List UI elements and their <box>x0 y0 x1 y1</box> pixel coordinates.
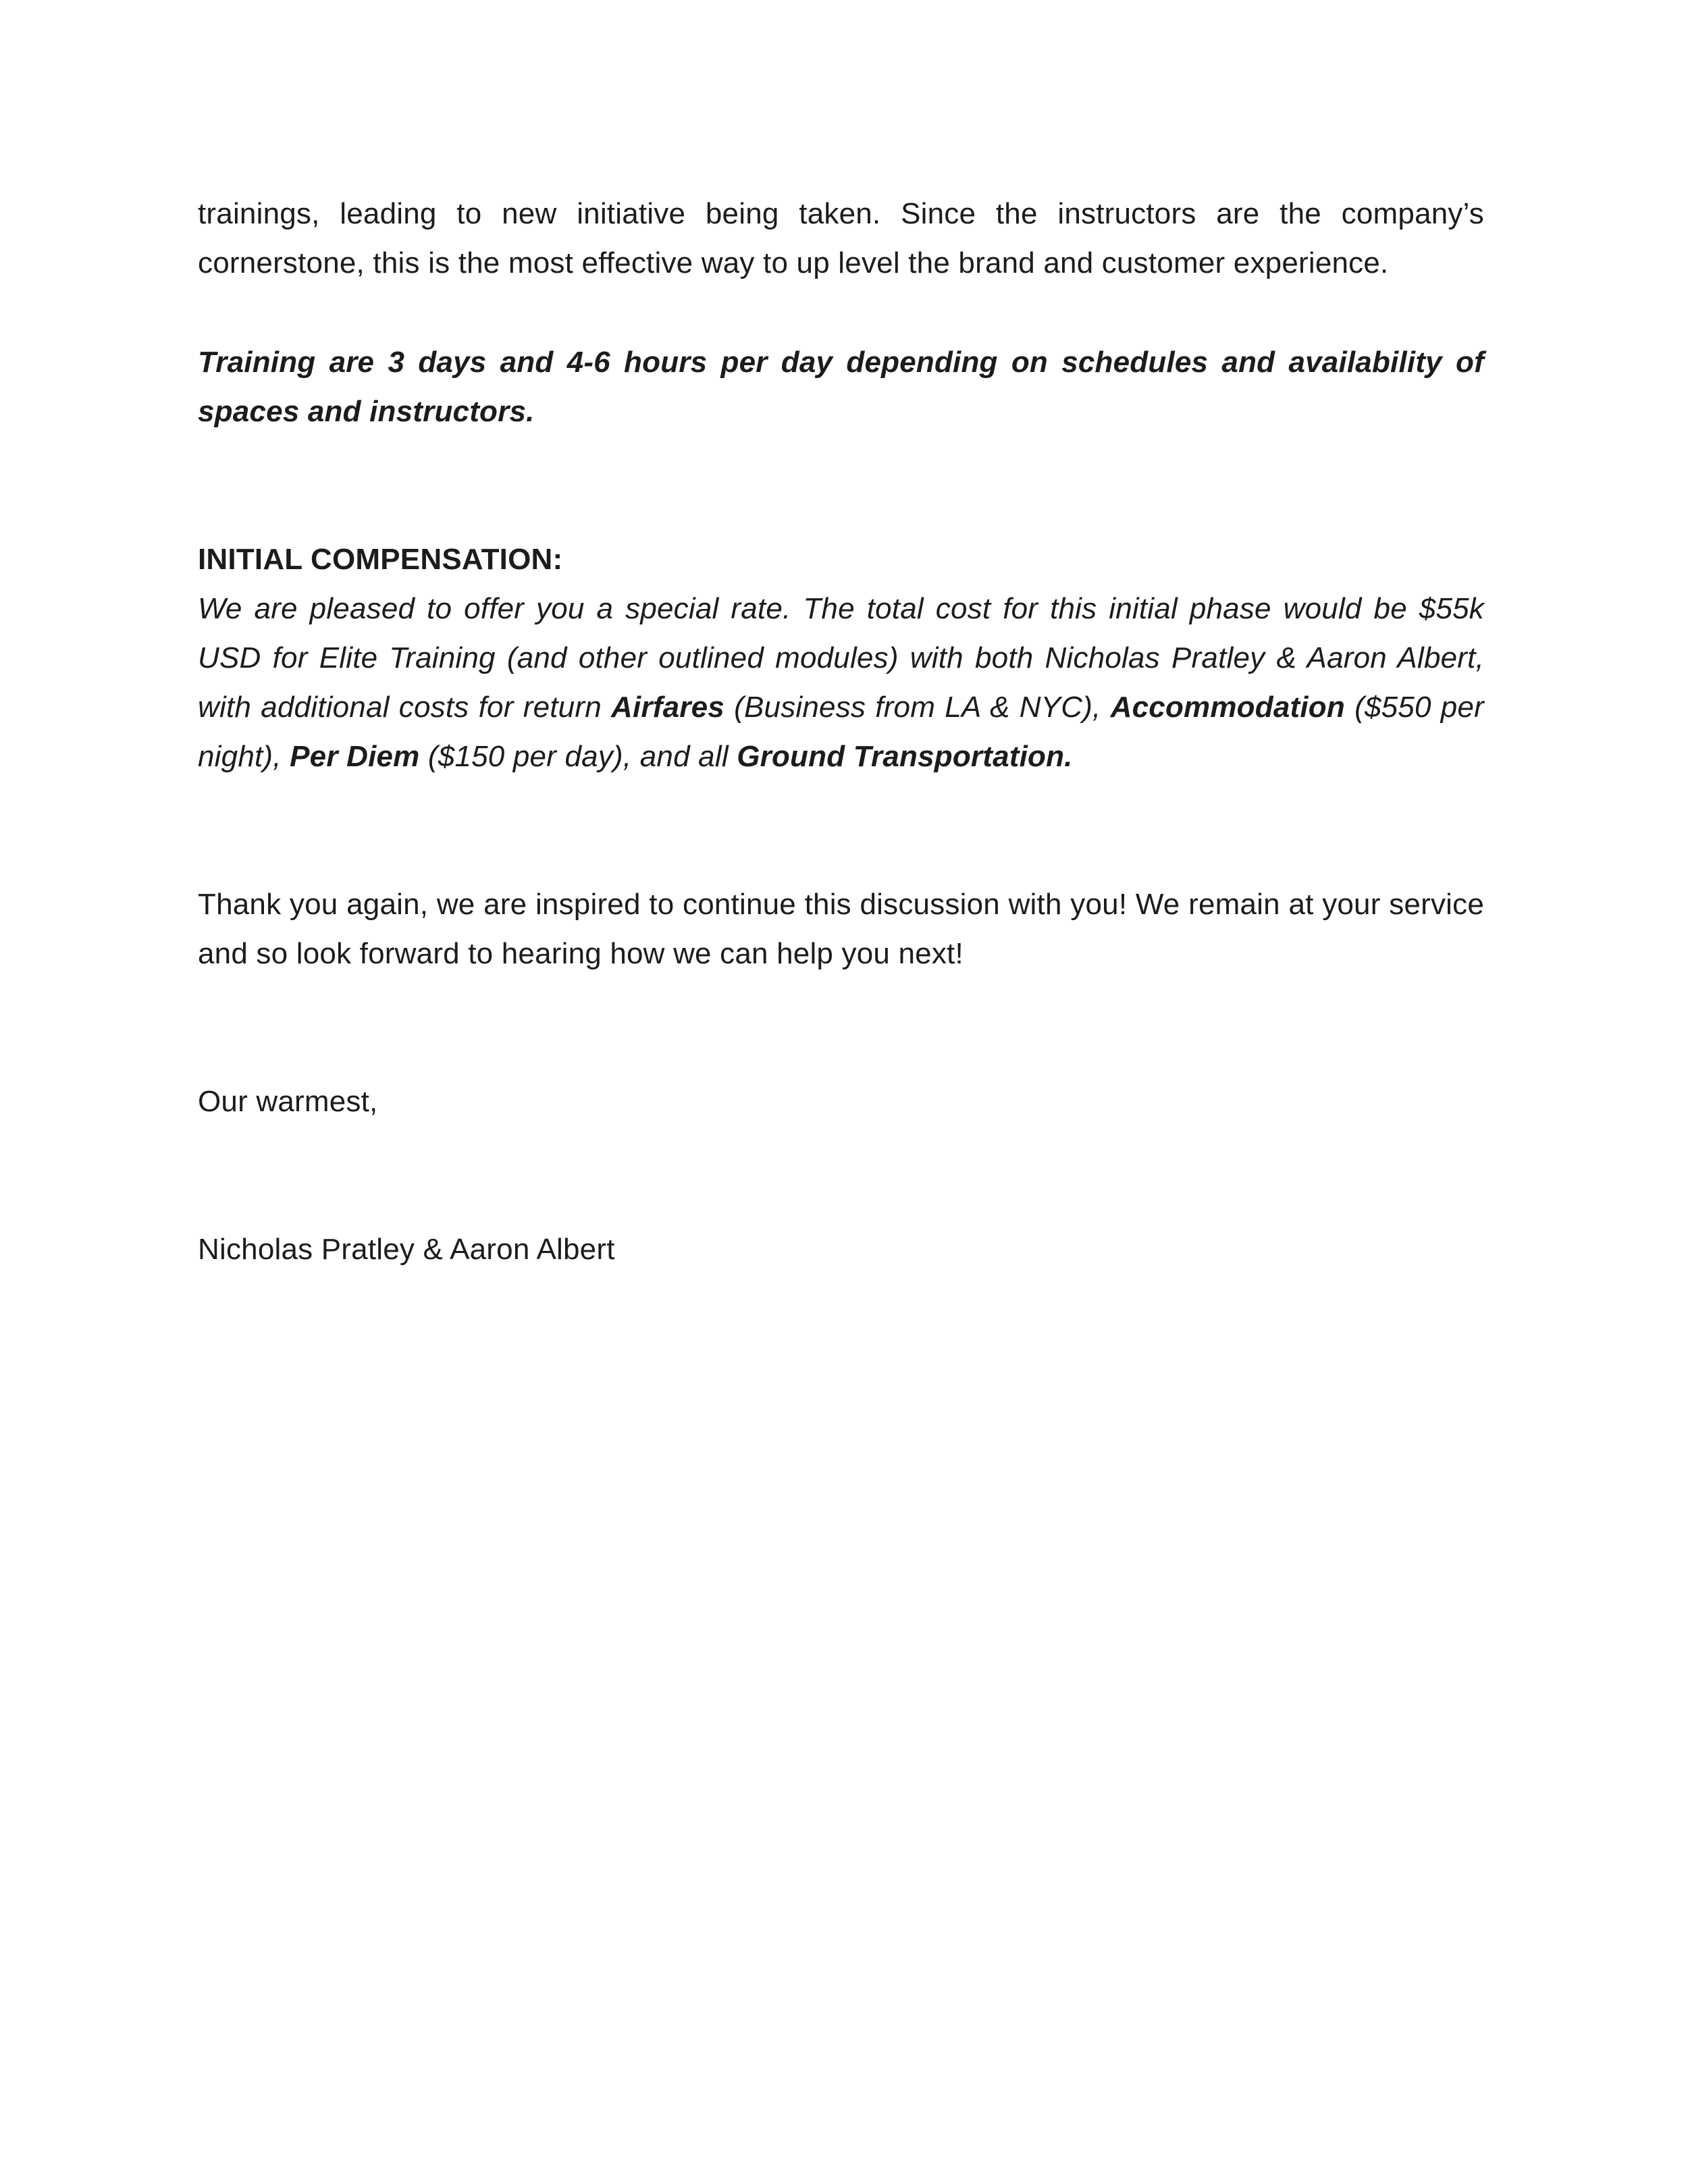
compensation-text-1: We are pleased to offer you a special rate. The total cost for this initial phase would be $55k USD for Elite Training (and other outlined modules) with both Nicholas Pratley & Aaron Albert, with additional costs for return <box>198 592 1484 724</box>
compensation-paragraph <box>198 584 1484 781</box>
training-schedule-note: Training are 3 days and 4-6 hours per day depending on schedules and availability of spaces and instructors. <box>198 346 1484 428</box>
per-diem-label: Per Diem <box>290 740 420 773</box>
intro-paragraph: trainings, leading to new initiative being taken. Since the instructors are the company’s cornerstone, this is the most effective way to up level the brand and customer experience. <box>198 197 1484 279</box>
airfares-label: Airfares <box>611 691 724 724</box>
compensation-text-3: ($550 per night), <box>198 691 1484 773</box>
compensation-text-4: ($150 per day), and all <box>419 740 737 773</box>
signature-names: Nicholas Pratley & Aaron Albert <box>198 1233 615 1266</box>
closing-line: Our warmest, <box>198 1085 378 1118</box>
accommodation-label: Accommodation <box>1110 691 1345 724</box>
ground-transportation-label: Ground Transportation. <box>737 740 1073 773</box>
letter-page <box>198 189 1484 1274</box>
thanks-paragraph: Thank you again, we are inspired to continue this discussion with you! We remain at your service and so look forward to hearing how we can help you next! <box>198 888 1484 970</box>
compensation-text-2: (Business from LA & NYC), <box>724 691 1111 724</box>
compensation-heading: INITIAL COMPENSATION: <box>198 543 563 576</box>
